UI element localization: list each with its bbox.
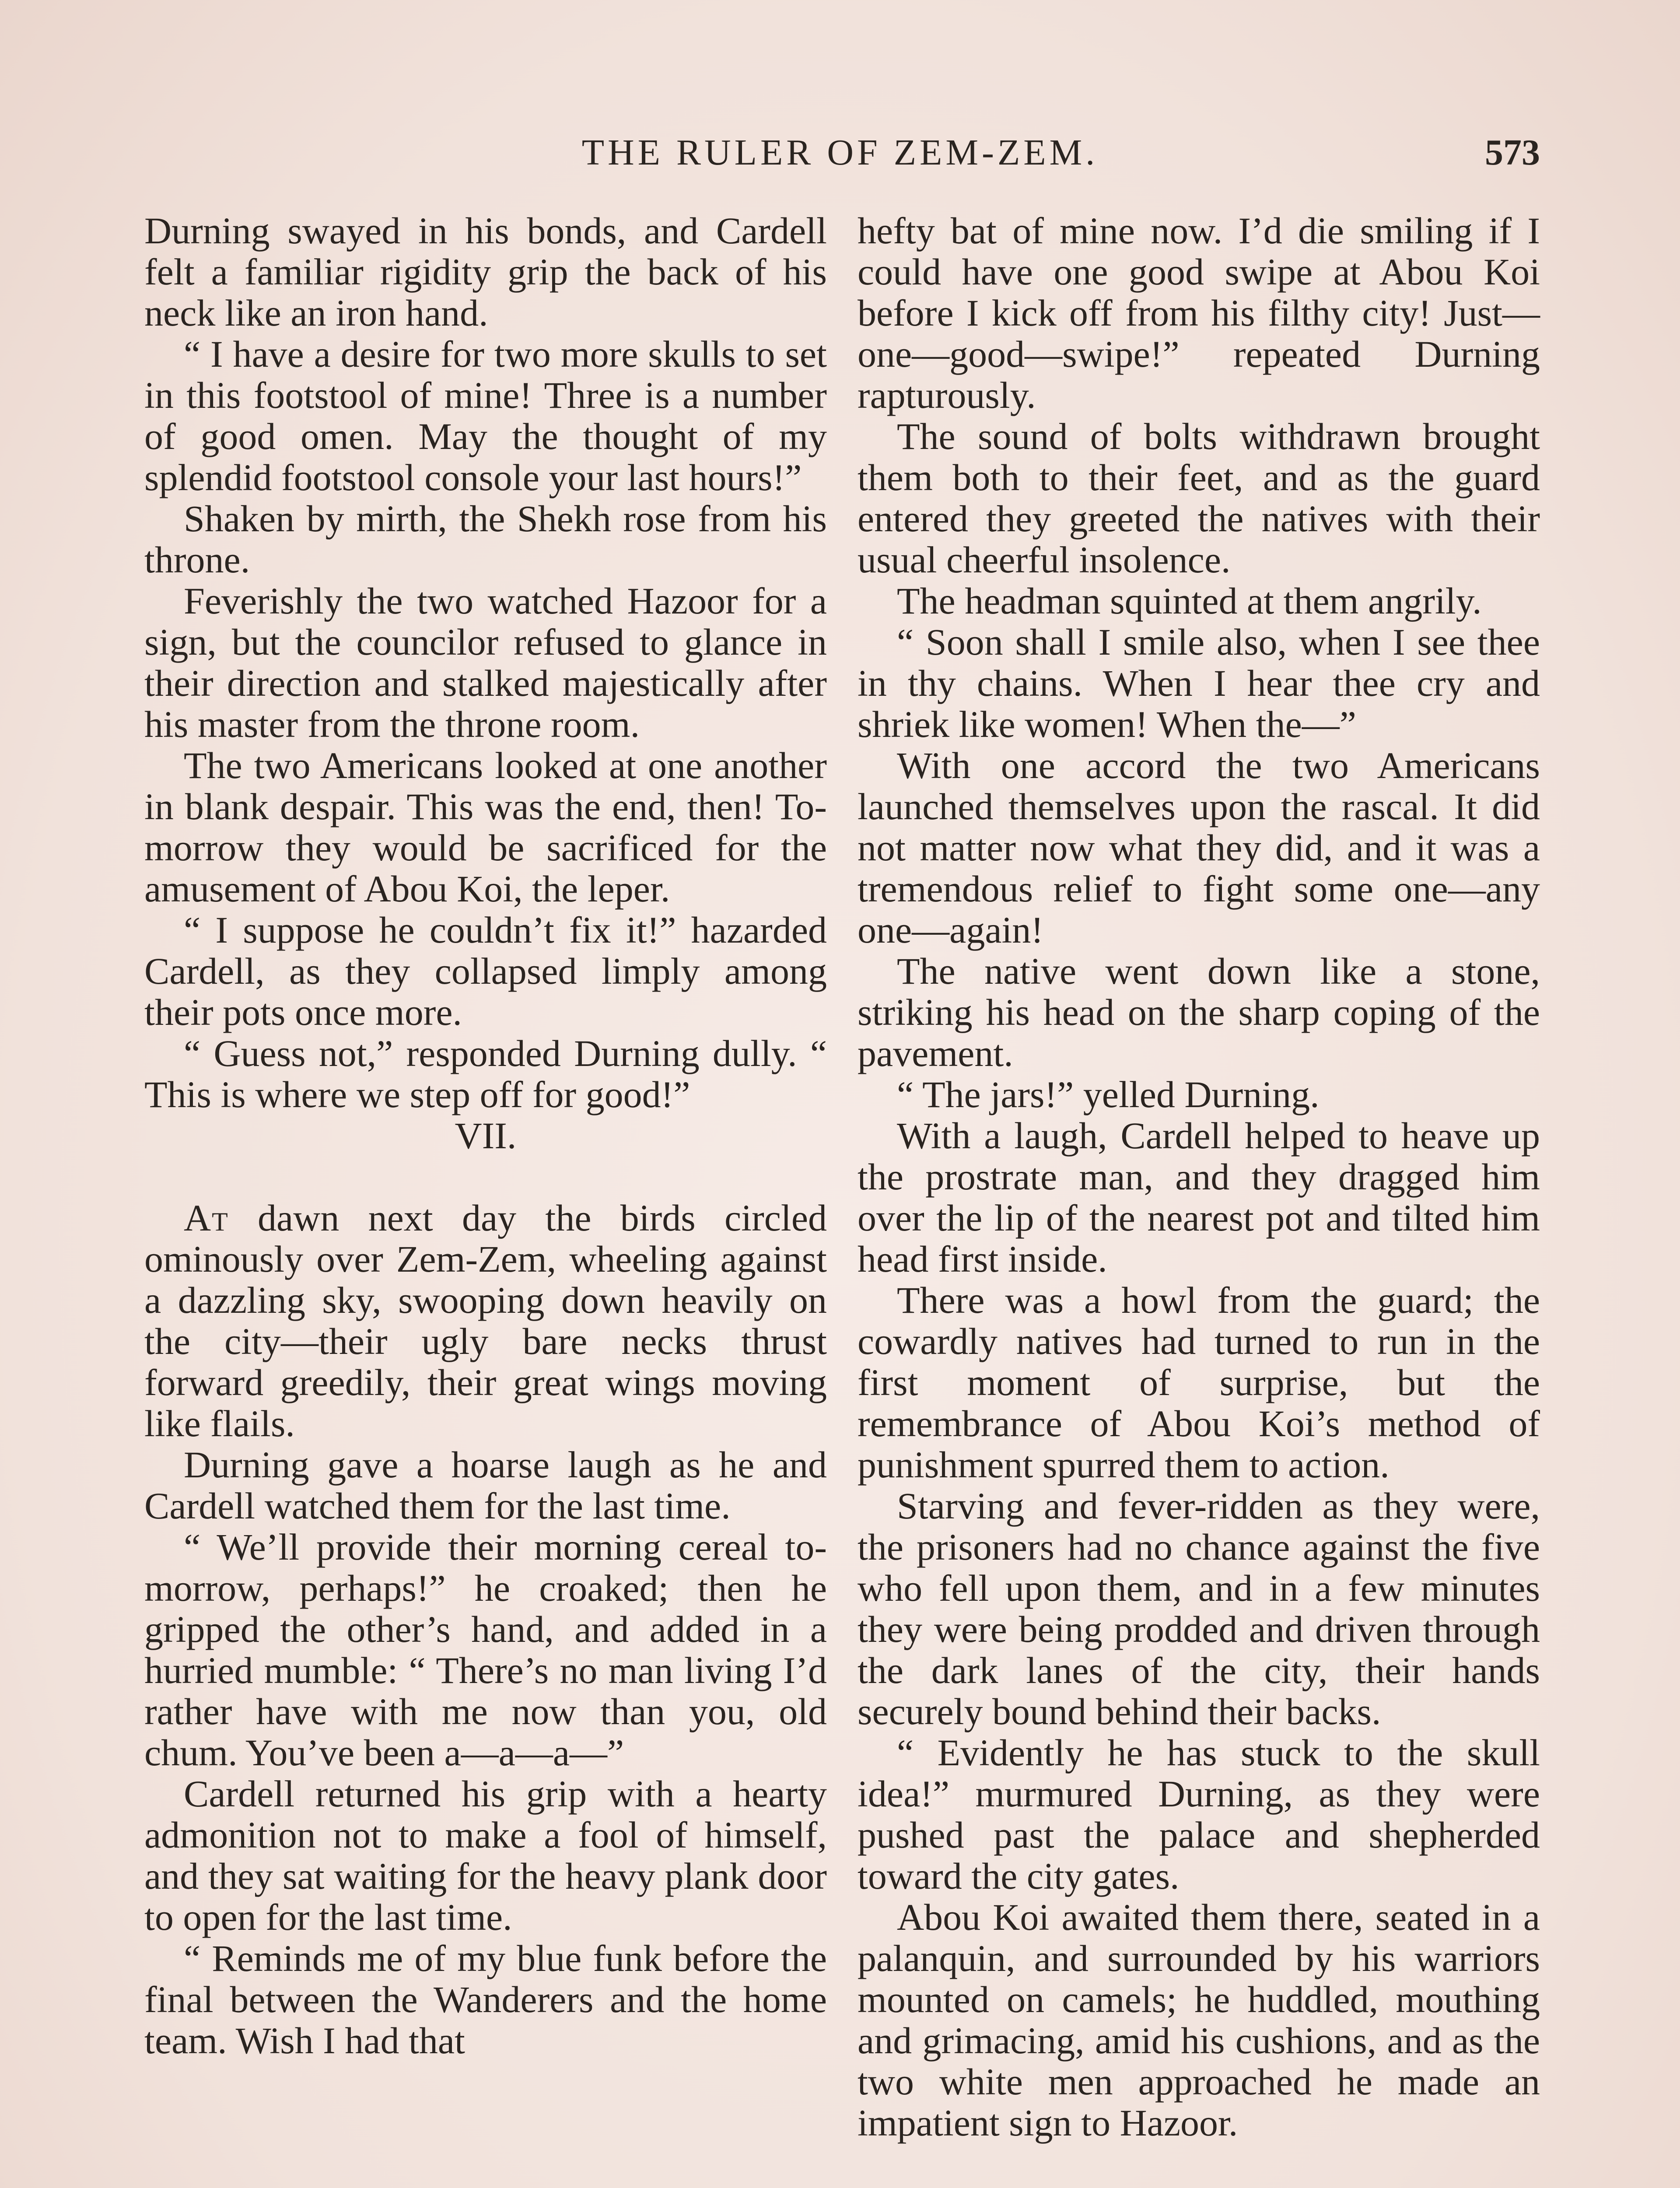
paragraph: The two Americans looked at one another in blank despair. This was the end, then! To-morrow they would be sacrificed for the amusement of Abou Koi, the leper. (144, 744, 827, 910)
paragraph: “ Guess not,” responded Durning dully. “ This is where we step off for good!” (144, 1032, 827, 1115)
left-column (144, 210, 827, 2061)
drop-lead-word: At (184, 1197, 229, 1239)
paragraph: The native went down like a stone, striking his head on the sharp coping of the pavement. (858, 950, 1540, 1074)
paragraph: There was a howl from the guard; the cowardly natives had turned to run in the first moment of surprise, but the remembrance of Abou Koi’s method of punishment spurred them to action. (858, 1279, 1540, 1486)
paragraph: Durning swayed in his bonds, and Cardell felt a familiar rigidity grip the back of his neck like an iron hand. (144, 210, 827, 334)
paragraph: “ Reminds me of my blue funk before the final between the Wanderers and the home team. Wish I had that (144, 1937, 827, 2062)
paragraph: Durning gave a hoarse laugh as he and Cardell watched them for the last time. (144, 1444, 827, 1527)
paragraph (144, 1197, 827, 1444)
paragraph: The sound of bolts withdrawn brought them both to their feet, and as the guard entered they greeted the natives with their usual cheerful insolence. (858, 415, 1540, 581)
page-number: 573 (1485, 132, 1540, 173)
paragraph: hefty bat of mine now. I’d die smiling if I could have one good swipe at Abou Koi before I kick off from his filthy city! Just—one—good—swipe!” repeated Durning rapturously. (858, 210, 1540, 416)
paragraph: With a laugh, Cardell helped to heave up the prostrate man, and they dragged him over the lip of the nearest pot and tilted him head first inside. (858, 1115, 1540, 1280)
paragraph: “ I suppose he couldn’t fix it!” hazarded Cardell, as they collapsed limply among their pots once more. (144, 909, 827, 1033)
paragraph: Feverishly the two watched Hazoor for a sign, but the councilor refused to glance in their direction and stalked majestically after his master from the throne room. (144, 580, 827, 745)
right-column (858, 210, 1540, 2143)
paragraph: “ I have a desire for two more skulls to set in this footstool of mine! Three is a number of good omen. May the thought of my splendid footstool console your last hours!” (144, 333, 827, 498)
paragraph: “ Soon shall I smile also, when I see thee in thy chains. When I hear thee cry and shriek like women! When the—” (858, 621, 1540, 745)
paragraph: Abou Koi awaited them there, seated in a palanquin, and surrounded by his warriors mounted on camels; he huddled, mouthing and grimacing, amid his cushions, and as the two white men approached he made an impatient sign to Hazoor. (858, 1896, 1540, 2144)
paragraph: Cardell returned his grip with a hearty admonition not to make a fool of himself, and they sat waiting for the heavy plank door to open for the last time. (144, 1773, 827, 1938)
paragraph: “ The jars!” yelled Durning. (897, 1073, 1320, 1115)
running-title: THE RULER OF ZEM-ZEM. (581, 132, 1099, 173)
paragraph: With one accord the two Americans launched themselves upon the rascal. It did not matter now what they did, and it was a tremendous relief to fight some one—any one—again! (858, 744, 1540, 951)
paragraph-text: dawn next day the birds circled ominously over Zem-Zem, wheeling against a dazzling sky, swooping down heavily on the city—their ugly bare necks thrust forward greedily, their great wings moving like flails. (144, 1197, 827, 1445)
paragraph: “ Evidently he has stuck to the skull idea!” murmured Durning, as they were pushed past the palace and shepherded toward the city gates. (858, 1732, 1540, 1897)
page-header (140, 131, 1540, 184)
paragraph: The headman squinted at them angrily. (897, 580, 1482, 622)
section-heading: VII. (455, 1115, 517, 1157)
paragraph: Starving and fever-ridden as they were, the prisoners had no chance against the five who fell upon them, and in a few minutes they were being prodded and driven through the dark lanes of the city, their hands securely bound behind their backs. (858, 1485, 1540, 1732)
paragraph: Shaken by mirth, the Shekh rose from his throne. (144, 498, 827, 581)
paragraph: “ We’ll provide their morning cereal to-morrow, perhaps!” he croaked; then he gripped the other’s hand, and added in a hurried mumble: “ There’s no man living I’d rather have with me now than you, old chum. You’ve been a—a—a—” (144, 1526, 827, 1774)
